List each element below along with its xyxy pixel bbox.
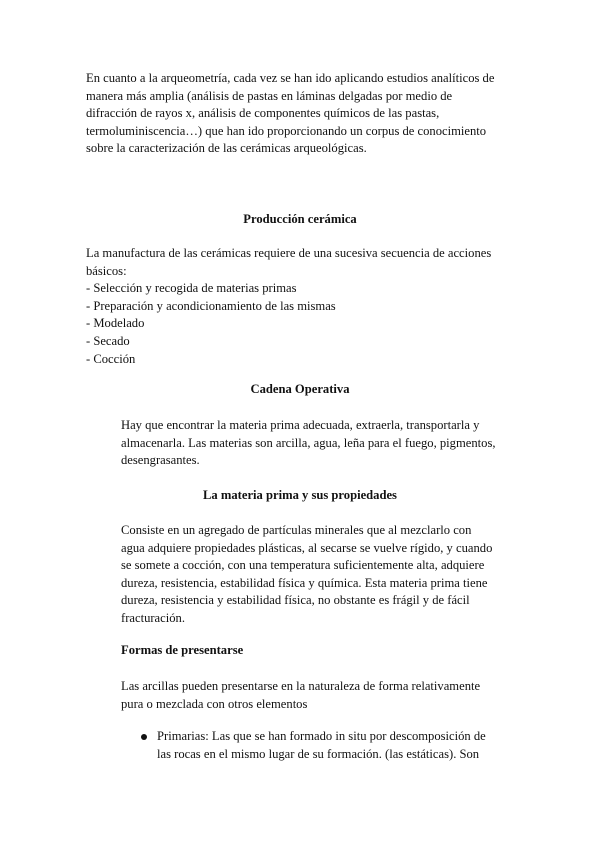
list-item: - Preparación y acondicionamiento de las mismas xyxy=(86,298,336,313)
materia-line: dureza, resistencia, estabilidad física y química. Esta materia prima tiene xyxy=(121,575,488,590)
cadena-line: almacenarla. Las materias son arcilla, agua, leña para el fuego, pigmentos, xyxy=(121,435,496,450)
produccion-paragraph xyxy=(86,245,526,368)
bullet-line: Primarias: Las que se han formado in situ por descomposición de xyxy=(157,729,486,743)
formas-bullet-list xyxy=(121,728,521,763)
materia-line: se somete a cocción, con una temperatura suficientemente alta, adquiere xyxy=(121,558,485,573)
formas-line: pura o mezclada con otros elementos xyxy=(121,696,308,711)
materia-paragraph xyxy=(121,522,521,628)
heading-formas-presentarse: Formas de presentarse xyxy=(121,643,244,657)
intro-line: sobre la caracterización de las cerámicas arqueológicas. xyxy=(86,141,367,156)
bullet-line: las rocas en el mismo lugar de su formación. (las estáticas). Son xyxy=(157,746,480,761)
intro-paragraph xyxy=(86,70,516,158)
formas-paragraph xyxy=(121,678,521,713)
production-steps-list xyxy=(86,280,526,368)
cadena-line: Hay que encontrar la materia prima adecuada, extraerla, transportarla y xyxy=(121,418,480,432)
heading-materia-prima: La materia prima y sus propiedades xyxy=(203,488,397,502)
materia-line: dureza, resistencia y estabilidad física, no obstante es frágil y de fácil xyxy=(121,593,470,608)
produccion-line: La manufactura de las cerámicas requiere de una sucesiva secuencia de acciones xyxy=(86,246,492,260)
cadena-paragraph xyxy=(121,417,521,470)
list-item: - Cocción xyxy=(86,351,136,366)
formas-line: Las arcillas pueden presentarse en la naturaleza de forma relativamente xyxy=(121,679,481,693)
intro-line: difracción de rayos x, análisis de componentes químicos de las pastas, xyxy=(86,106,440,121)
intro-line: manera más amplia (análisis de pastas en láminas delgadas por medio de xyxy=(86,88,453,103)
list-item: - Modelado xyxy=(86,316,145,331)
heading-cadena-operativa: Cadena Operativa xyxy=(250,382,350,396)
list-item: - Secado xyxy=(86,333,130,348)
produccion-line: básicos: xyxy=(86,263,127,278)
list-item: - Selección y recogida de materias primas xyxy=(86,281,297,296)
materia-line: agua adquiere propiedades plásticas, al secarse se vuelve rígido, y cuando xyxy=(121,540,493,555)
intro-line: En cuanto a la arqueometría, cada vez se han ido aplicando estudios analíticos de xyxy=(86,71,495,85)
materia-line: Consiste en un agregado de partículas minerales que al mezclarlo con xyxy=(121,523,472,537)
list-item xyxy=(121,728,521,763)
materia-line: fracturación. xyxy=(121,610,185,625)
bullet-icon xyxy=(141,734,147,740)
cadena-line: desengrasantes. xyxy=(121,453,200,468)
heading-produccion: Producción cerámica xyxy=(243,212,357,226)
intro-line: termoluminiscencia…) que han ido proporcionando un corpus de conocimiento xyxy=(86,123,487,138)
